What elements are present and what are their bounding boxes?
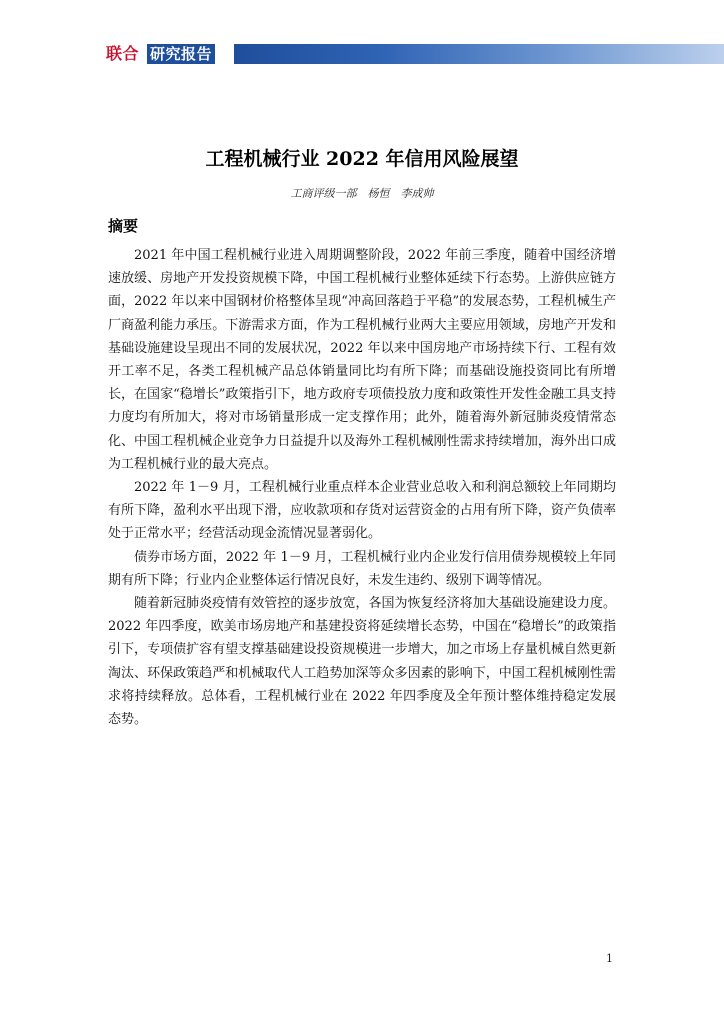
page-number: 1 — [606, 952, 613, 965]
report-header-banner — [106, 43, 724, 65]
abstract-paragraph: 2021 年中国工程机械行业进入周期调整阶段，2022 年前三季度，随着中国经济增速放缓、房地产开发投资规模下降，中国工程机械行业整体延续下行态势。上游供应链方面，2022 年以来中国钢材价格整体呈现“冲高回落趋于平稳”的发展态势，工程机械生产厂商盈利能力承压。下游需求方面，作为工程机械行业两大主要应用领域，房地产开发和基础设施建设呈现出不同的发展状况，2022 年以来中国房地产市场持续下行、工程有效开工率不足，各类工程机械产品总体销量同比均有所下降；而基础设施投资同比有所增长，在国家“稳增长”政策指引下，地方政府专项债投放力度和政策性开发性金融工具支持力度均有所加大，将对市场销量形成一定支撑作用；此外，随着海外新冠肺炎疫情常态化、中国工程机械企业竞争力日益提升以及海外工程机械刚性需求持续增加，海外出口成为工程机械行业的最大亮点。 — [108, 248, 616, 472]
abstract-paragraph: 2022 年 1－9 月，工程机械行业重点样本企业营业总收入和利润总额较上年同期均有所下降，盈利水平出现下滑，应收款项和存货对运营资金的占用有所下降，资产负债率处于正常水平；经营活动现金流情况显著弱化。 — [108, 480, 616, 542]
section-heading-abstract: 摘要 — [108, 217, 139, 235]
document-title: 工程机械行业 2022 年信用风险展望 — [205, 148, 519, 170]
document-authors: 工商评级一部 杨恒 李成帅 — [290, 187, 434, 200]
abstract-body — [108, 244, 616, 731]
abstract-paragraph: 债券市场方面，2022 年 1－9 月，工程机械行业内企业发行信用债券规模较上年同期有所下降；行业内企业整体运行情况良好，未发生违约、级别下调等情况。 — [108, 549, 616, 588]
brand-label-blue: 研究报告 — [147, 44, 215, 64]
brand-name-red: 联合 — [106, 44, 140, 63]
abstract-paragraph: 随着新冠肺炎疫情有效管控的逐步放宽，各国为恢复经济将加大基础设施建设力度。2022 年四季度，欧美市场房地产和基建投资将延续增长态势，中国在“稳增长”的政策指引下，专项债扩容有望支撑基础建设投资规模进一步增大，加之市场上存量机械自然更新淘汰、环保政策趋严和机械取代人工趋势加深等众多因素的影响下，中国工程机械刚性需求将持续释放。总体看，工程机械行业在 2022 年四季度及全年预计整体维持稳定发展态势。 — [108, 596, 616, 728]
header-gradient-bar — [234, 44, 724, 64]
